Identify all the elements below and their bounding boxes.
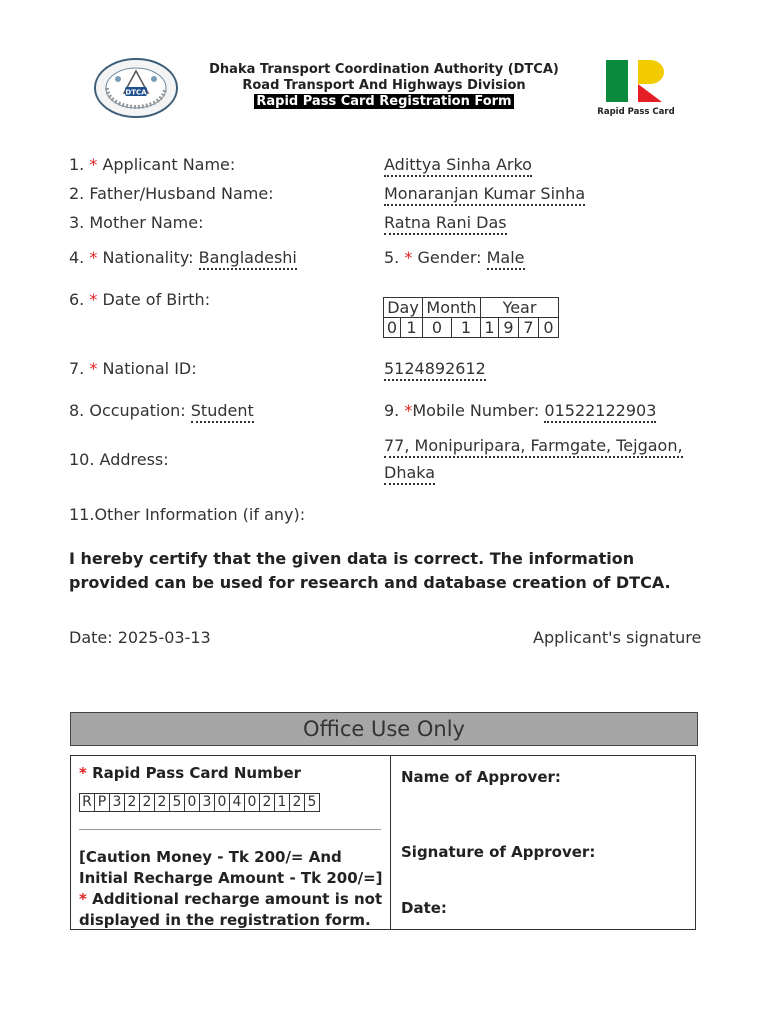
card-number-char: 0 [185, 794, 200, 812]
dtca-logo-text: DTCA [125, 88, 147, 97]
office-separator [79, 829, 381, 830]
form-title: Rapid Pass Card Registration Form [256, 94, 512, 109]
card-number-char: 2 [140, 794, 155, 812]
dob-day-header: Day [384, 298, 423, 318]
approver-signature-label: Signature of Approver: [401, 843, 596, 861]
card-number-char: 2 [260, 794, 275, 812]
dtca-logo [93, 57, 179, 123]
occupation-field: 8. Occupation: Student [69, 401, 254, 421]
additional-recharge-note: * Additional recharge amount is not displayed in the registration form. [79, 890, 383, 929]
header-text [180, 62, 588, 110]
mother-name-label: 3. Mother Name: [69, 213, 204, 232]
dob-digit: 1 [452, 318, 481, 338]
org-name: Dhaka Transport Coordination Authority (DTCA) [209, 62, 559, 77]
date-text: Date: 2025-03-13 [69, 628, 211, 647]
father-name-value: Monaranjan Kumar Sinha [384, 184, 585, 206]
nationality-value: Bangladeshi [199, 248, 297, 270]
rapid-pass-logo-text: Rapid Pass Card [597, 107, 675, 117]
certification-text: I hereby certify that the given data is correct. The information provided can be used for research and database creation of DTCA. [69, 549, 671, 592]
card-number-char: 2 [290, 794, 305, 812]
other-info-label: 11.Other Information (if any): [69, 505, 306, 524]
mobile-value: 01522122903 [544, 401, 656, 423]
card-number-label: * Rapid Pass Card Number [79, 764, 302, 782]
applicant-signature-label: Applicant's signature [533, 628, 702, 647]
division-name: Road Transport And Highways Division [242, 78, 526, 93]
approver-name-label: Name of Approver: [401, 768, 561, 786]
dob-year-header: Year [481, 298, 559, 318]
address-label: 10. Address: [69, 450, 169, 469]
national-id-label: 7. * National ID: [69, 359, 197, 378]
dob-digit: 0 [423, 318, 452, 338]
card-number-char: 0 [245, 794, 260, 812]
card-number-boxes [79, 793, 320, 812]
dob-digit: 9 [498, 318, 518, 338]
card-number-char: 2 [155, 794, 170, 812]
gender-value: Male [487, 248, 525, 270]
card-number-char: 4 [230, 794, 245, 812]
card-number-char: 5 [305, 794, 320, 812]
card-number-char: 3 [200, 794, 215, 812]
office-use-header: Office Use Only [70, 712, 698, 746]
card-number-char: 0 [215, 794, 230, 812]
applicant-name-value: Adittya Sinha Arko [384, 155, 532, 177]
card-number-char: 3 [110, 794, 125, 812]
caution-money-text: [Caution Money - Tk 200/= And Initial Recharge Amount - Tk 200/=] [79, 848, 383, 887]
occupation-value: Student [191, 401, 254, 423]
nationality-field: 4. * Nationality: Bangladeshi [69, 248, 297, 268]
dob-table [383, 297, 559, 338]
gender-field: 5. * Gender: Male [384, 248, 525, 268]
card-number-char: 2 [125, 794, 140, 812]
address-line2: Dhaka [384, 463, 435, 485]
dob-digit: 1 [401, 318, 423, 338]
card-number-char: 5 [170, 794, 185, 812]
mobile-field: 9. *Mobile Number: 01522122903 [384, 401, 656, 421]
father-name-label: 2. Father/Husband Name: [69, 184, 274, 203]
dob-digit: 0 [538, 318, 558, 338]
national-id-value: 5124892612 [384, 359, 486, 381]
card-number-char: P [95, 794, 110, 812]
dob-digit: 1 [481, 318, 499, 338]
office-date-label: Date: [401, 899, 447, 917]
dob-digit: 0 [384, 318, 401, 338]
dob-month-header: Month [423, 298, 481, 318]
rapid-pass-logo [590, 54, 690, 122]
card-number-char: 1 [275, 794, 290, 812]
dob-label: 6. * Date of Birth: [69, 290, 211, 309]
mother-name-value: Ratna Rani Das [384, 213, 507, 235]
applicant-name-label: 1. * Applicant Name: [69, 155, 236, 174]
office-divider [390, 755, 391, 930]
caution-note [79, 847, 389, 931]
card-number-char: R [80, 794, 95, 812]
address-line1: 77, Monipuripara, Farmgate, Tejgaon, [384, 436, 683, 458]
dob-digit: 7 [518, 318, 538, 338]
